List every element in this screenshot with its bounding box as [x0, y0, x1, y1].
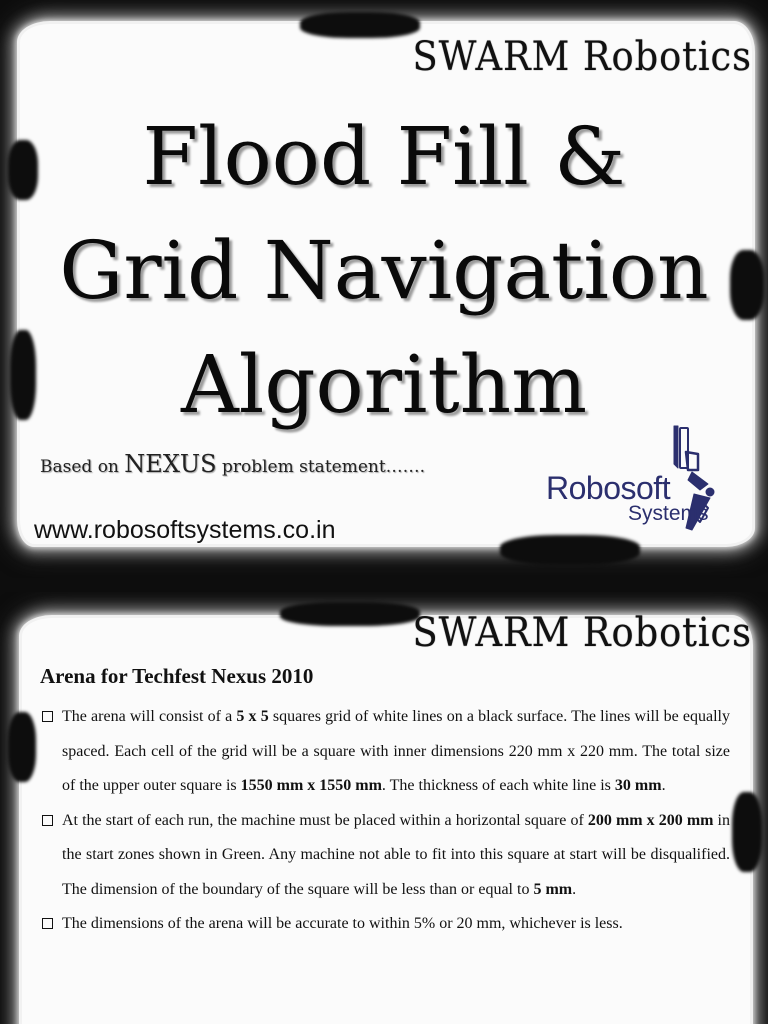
- based-on-prefix: Based on: [40, 457, 125, 477]
- frame-texture: [8, 712, 36, 782]
- checkbox-bullet-icon: [42, 711, 53, 722]
- list-item: [40, 907, 730, 942]
- frame-texture: [300, 12, 420, 38]
- list-item: [40, 700, 730, 804]
- title-line: Flood Fill &: [142, 110, 626, 203]
- bullet-run: At the start of each run, the machine must be placed within a horizontal square of: [62, 811, 588, 829]
- frame-texture: [280, 602, 420, 626]
- bullet-run: .: [661, 777, 666, 794]
- based-on-suffix: problem statement…….: [216, 457, 426, 477]
- logo-subname: Systems: [628, 502, 709, 525]
- bullet-run: The dimensions of the arena will be accurate to within 5% or 20 mm, whichever is less.: [62, 915, 623, 932]
- bullet-list: [40, 700, 730, 942]
- frame-texture: [732, 792, 762, 872]
- bullet-emphasis: 30 mm: [614, 777, 662, 794]
- bullet-run: in the start zones shown in Green. Any machine not able to fit into this square at start will be disqualified. The dimension of the boundary of the square will be less than or equal to: [62, 811, 731, 898]
- bullet-emphasis: 200 mm x 200 mm: [587, 811, 714, 829]
- bullet-run: squares grid of white lines on a black surface. The lines will be equally spaced. Each cell of the grid will be a square with inner dimensions 220 mm x 220 mm. The total size of the upper outer square is: [62, 708, 730, 794]
- bullet-emphasis: 1550 mm x 1550 mm: [240, 777, 382, 794]
- bullet-emphasis: 5 mm: [533, 880, 573, 898]
- brand-header: SWARM Robotics: [412, 34, 752, 80]
- bullet-run: The arena will consist of a: [62, 708, 237, 725]
- based-on-caption: [40, 450, 425, 478]
- bullet-run: .: [572, 880, 577, 898]
- slide-heading: Arena for Techfest Nexus 2010: [40, 664, 314, 688]
- bullet-text: [62, 907, 730, 942]
- based-on-emphasis: NEXUS: [124, 450, 217, 478]
- list-item: [40, 804, 730, 908]
- title-line: Grid Navigation: [59, 224, 709, 317]
- bullet-text: [62, 700, 730, 804]
- bullet-run: . The thickness of each white line is: [381, 777, 615, 794]
- bullet-emphasis: 5 x 5: [236, 708, 269, 725]
- checkbox-bullet-icon: [42, 918, 53, 929]
- arena-slide: [0, 592, 768, 1024]
- checkbox-bullet-icon: [42, 815, 53, 826]
- bullet-text: [62, 804, 730, 908]
- frame-texture: [500, 535, 640, 565]
- title-line: Algorithm: [180, 338, 588, 431]
- website-url: www.robosoftsystems.co.in: [34, 516, 336, 544]
- logo-name: Robosoft: [546, 470, 671, 506]
- brand-header: SWARM Robotics: [412, 610, 752, 656]
- slide-title: [0, 100, 768, 442]
- robosoft-logo: [546, 424, 726, 539]
